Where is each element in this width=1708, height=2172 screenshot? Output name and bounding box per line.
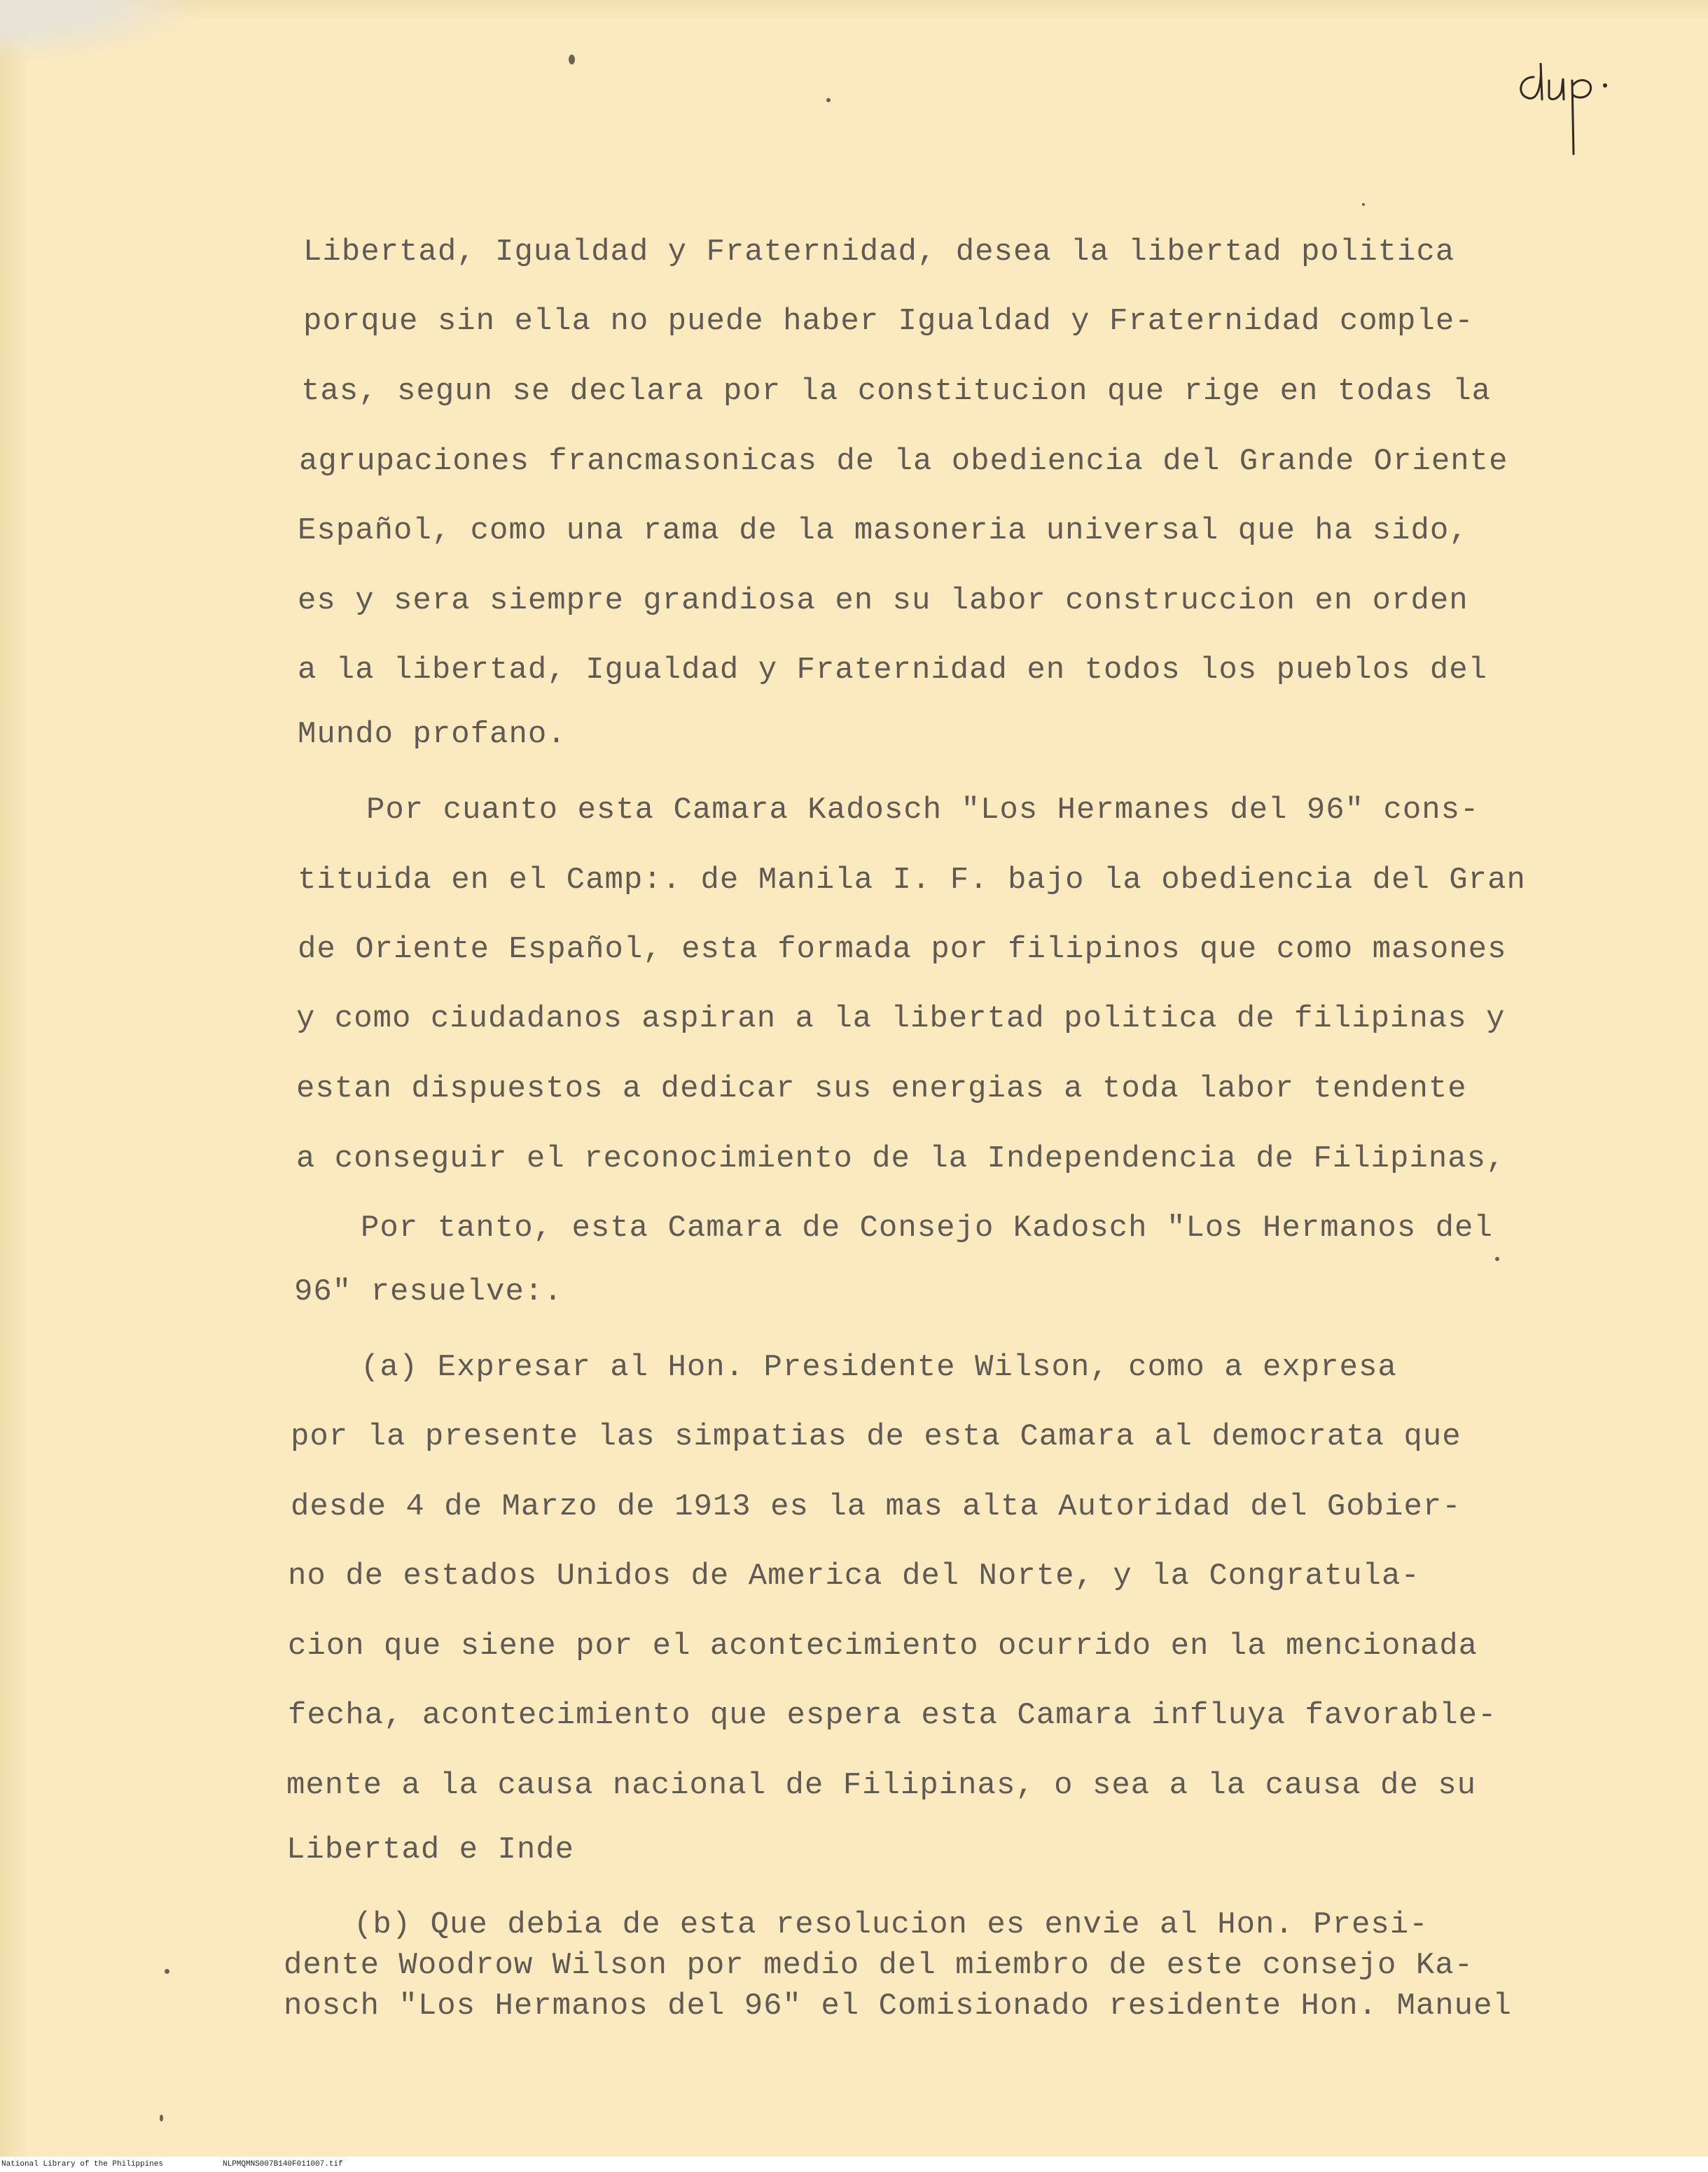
- text-line-7: a la libertad, Igualdad y Fraternidad en todos los pueblos del: [298, 653, 1488, 688]
- text-line-9: Por cuanto esta Camara Kadosch "Los Hermanes del 96" cons-: [366, 793, 1480, 828]
- text-line-14: a conseguir el reconocimiento de la Independencia de Filipinas,: [296, 1141, 1506, 1176]
- text-line-26: dente Woodrow Wilson por medio del miembro de este consejo Ka-: [284, 1948, 1474, 1983]
- scan-footer: [0, 2157, 1708, 2172]
- text-line-17: (a) Expresar al Hon. Presidente Wilson, como a expresa: [361, 1350, 1397, 1385]
- handwritten-dup-mark: [1513, 49, 1618, 161]
- text-line-8: Mundo profano.: [298, 717, 567, 752]
- text-line-1: Libertad, Igualdad y Fraternidad, desea la libertad politica: [303, 235, 1455, 270]
- torn-corner: [0, 0, 210, 63]
- text-line-3: tas, segun se declara por la constitucion que rige en todas la: [301, 374, 1492, 409]
- paper-speck: [826, 98, 831, 102]
- text-line-5: Español, como una rama de la masoneria universal que ha sido,: [298, 513, 1469, 548]
- paper-speck: [1495, 1257, 1499, 1261]
- text-line-16: 96" resuelve:.: [294, 1274, 563, 1309]
- paper-speck: [1362, 203, 1365, 206]
- text-line-23: mente a la causa nacional de Filipinas, o sea a la causa de su: [286, 1768, 1477, 1803]
- text-line-25: (b) Que debia de esta resolucion es envie al Hon. Presi-: [354, 1907, 1429, 1942]
- text-line-22: fecha, acontecimiento que espera esta Camara influya favorable-: [288, 1698, 1497, 1733]
- footer-file-label: NLPMQMNS007B140F011007.tif: [223, 2160, 343, 2168]
- paper-speck: [165, 1969, 169, 1974]
- paper-speck: [569, 55, 575, 64]
- text-line-27: nosch "Los Hermanos del 96" el Comisionado residente Hon. Manuel: [284, 1989, 1512, 2024]
- text-line-12: y como ciudadanos aspiran a la libertad politica de filipinas y: [296, 1001, 1506, 1036]
- footer-library-label: National Library of the Philippines: [1, 2160, 164, 2168]
- text-line-15: Por tanto, esta Camara de Consejo Kadosch "Los Hermanos del: [361, 1211, 1493, 1246]
- text-line-20: no de estados Unidos de America del Norte, y la Congratula-: [288, 1559, 1420, 1594]
- text-line-21: cion que siene por el acontecimiento ocurrido en la mencionada: [288, 1629, 1478, 1664]
- text-line-19: desde 4 de Marzo de 1913 es la mas alta Autoridad del Gobier-: [291, 1489, 1461, 1524]
- text-line-11: de Oriente Español, esta formada por filipinos que como masones: [298, 932, 1507, 967]
- text-line-10: tituida en el Camp:. de Manila I. F. bajo la obediencia del Gran: [298, 863, 1526, 898]
- text-line-13: estan dispuestos a dedicar sus energias a toda labor tendente: [296, 1071, 1467, 1106]
- handwritten-annotation: [1513, 49, 1618, 161]
- text-line-4: agrupaciones francmasonicas de la obediencia del Grande Oriente: [299, 444, 1508, 479]
- paper-speck: [160, 2115, 163, 2122]
- page-left-edge: [0, 0, 28, 2157]
- text-line-24: Libertad e Inde: [286, 1832, 575, 1867]
- text-line-2: porque sin ella no puede haber Igualdad y Fraternidad comple-: [303, 304, 1474, 339]
- document-body: [284, 0, 1526, 2024]
- text-line-18: por la presente las simpatias de esta Camara al democrata que: [291, 1419, 1461, 1454]
- text-line-6: es y sera siempre grandiosa en su labor construccion en orden: [298, 583, 1469, 618]
